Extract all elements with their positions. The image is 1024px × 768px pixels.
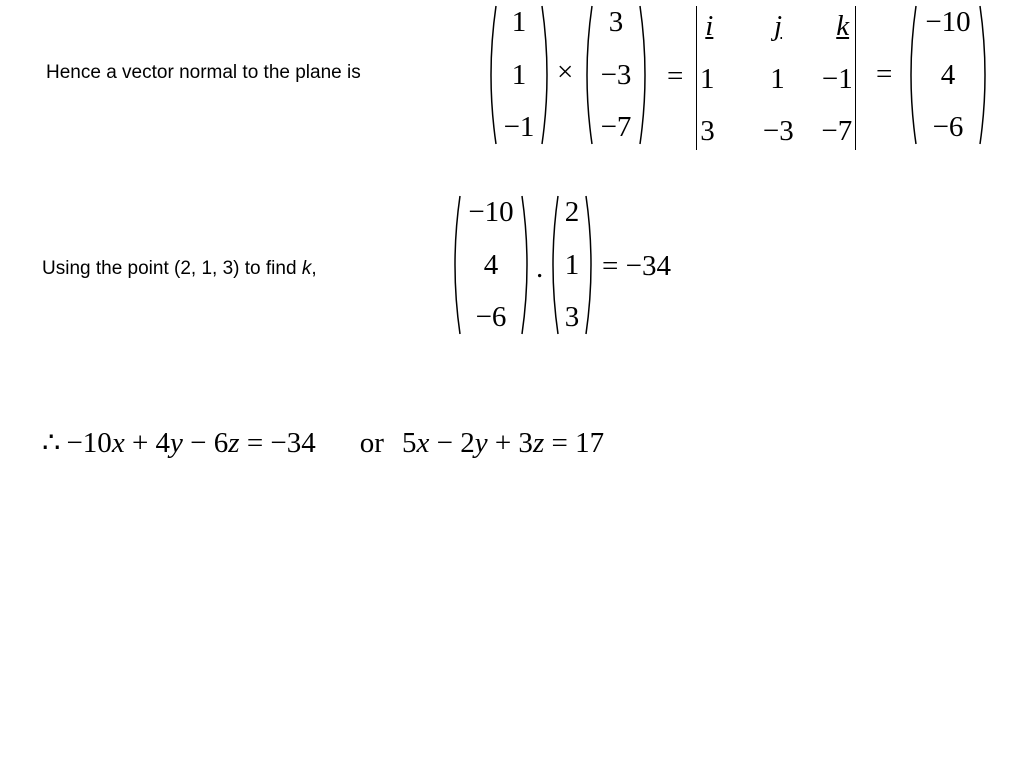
det-row-units [696, 12, 856, 41]
left-paren [580, 4, 594, 146]
result-3: −6 [932, 111, 964, 143]
result-1: −10 [925, 6, 971, 38]
vector-a [484, 4, 554, 146]
right-paren [540, 4, 554, 146]
eq1-rhs: = −34 [239, 427, 316, 459]
eq2-var-x: x [416, 427, 430, 459]
det-row-2 [696, 117, 856, 146]
therefore-symbol: ∴ [42, 427, 61, 459]
final-equation-line [42, 429, 604, 458]
eq2-coef-z: + 3 [487, 427, 533, 459]
vector-p-3: 3 [564, 301, 580, 333]
vector-b [580, 4, 652, 146]
vector-p-2: 1 [564, 248, 580, 281]
det-r2-c2: −3 [762, 115, 794, 147]
eq1-var-y: y [170, 427, 183, 459]
det-r1-c3: −1 [821, 63, 853, 95]
unit-j: j [773, 10, 783, 42]
or-text: or [359, 427, 384, 459]
eq2-coef-x: 5 [401, 427, 417, 459]
left-paren [484, 4, 498, 146]
det-r1-c2: 1 [770, 63, 785, 95]
eq1-coef-y: + 4 [124, 427, 171, 459]
vector-a-3: −1 [503, 111, 535, 143]
dot-product-result: = −34 [602, 250, 671, 282]
vector-n [448, 194, 534, 336]
right-paren [520, 194, 534, 336]
vector-p [546, 194, 598, 336]
equals-1: = [667, 60, 684, 92]
det-r1-c1: 1 [699, 63, 715, 95]
result-vector [904, 4, 992, 146]
line2-label-var: k [301, 258, 312, 279]
eq2-var-z: z [532, 427, 545, 459]
unit-k: k [836, 10, 850, 42]
line2-label-prefix: Using the point (2, 1, 3) to find [42, 258, 302, 279]
det-row-1 [696, 65, 856, 94]
determinant [696, 6, 856, 150]
left-paren [448, 194, 462, 336]
vector-n-1: −10 [468, 196, 514, 228]
vector-b-1: 3 [608, 6, 624, 38]
left-paren [904, 4, 918, 146]
vector-b-3: −7 [600, 111, 632, 143]
right-paren [978, 4, 992, 146]
dot-sign: . [536, 252, 544, 284]
vector-n-2: 4 [483, 248, 499, 281]
eq2-var-y: y [474, 427, 488, 459]
right-paren [638, 4, 652, 146]
eq1-coef-x: −10 [66, 427, 112, 459]
eq2-rhs: = 17 [544, 427, 605, 459]
equation-1 [66, 429, 315, 458]
result-2: 4 [940, 58, 956, 91]
line2-label-suffix: , [311, 258, 317, 279]
vector-p-1: 2 [564, 196, 580, 228]
eq1-var-z: z [228, 427, 240, 459]
eq1-var-x: x [111, 427, 125, 459]
vector-a-2: 1 [511, 58, 527, 91]
unit-i: i [705, 10, 714, 42]
eq1-coef-z: − 6 [182, 427, 229, 459]
line2-label [42, 258, 317, 280]
equation-2 [402, 429, 604, 458]
line1-label: Hence a vector normal to the plane is [46, 62, 361, 83]
vector-a-1: 1 [511, 6, 527, 38]
vector-n-3: −6 [475, 301, 507, 333]
cross-sign: × [557, 56, 574, 88]
vector-b-2: −3 [600, 58, 632, 91]
det-r2-c3: −7 [821, 115, 853, 147]
equals-2: = [876, 58, 893, 90]
det-r2-c1: 3 [700, 115, 715, 147]
eq2-coef-y: − 2 [429, 427, 475, 459]
right-paren [584, 194, 598, 336]
